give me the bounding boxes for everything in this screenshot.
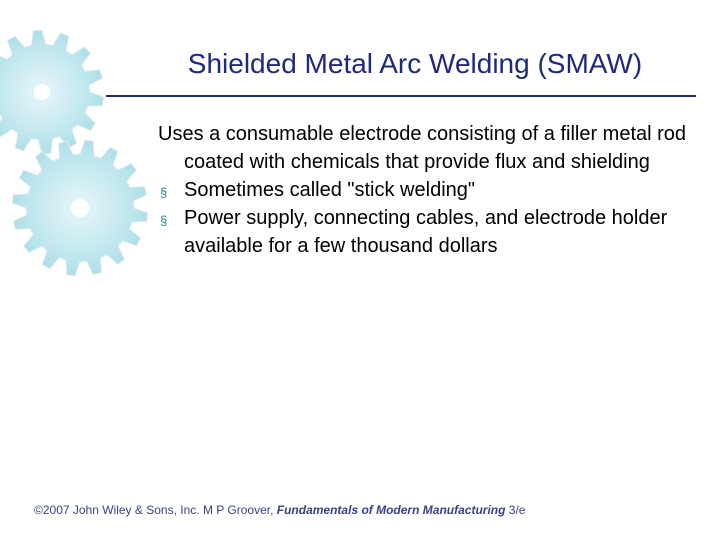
footer-author: M P Groover, [202,503,274,517]
bullet-icon: § [160,213,168,228]
bullet-text: Power supply, connecting cables, and electrode holder available for a few thousand dollars [184,207,668,257]
bullet-icon: § [160,185,168,200]
upper-gear-icon [0,30,104,154]
footer-edition: 3/e [508,503,526,517]
slide-footer [34,503,694,517]
bullet-item [158,176,703,204]
footer-book-title: Fundamentals of Modern Manufacturing [276,503,506,517]
bullet-list [158,176,703,260]
lower-gear-icon [12,140,148,276]
slide-title: Shielded Metal Arc Welding (SMAW) [187,48,643,79]
intro-paragraph: Uses a consumable electrode consisting of a filler metal rod coated with chemicals that provide flux and shielding [158,123,687,173]
title-divider [106,95,696,97]
bullet-text: Sometimes called "stick welding" [184,179,475,201]
bullet-item [158,204,703,260]
slide-body [158,120,703,260]
footer-copyright: ©2007 John Wiley & Sons, Inc. [34,503,200,517]
